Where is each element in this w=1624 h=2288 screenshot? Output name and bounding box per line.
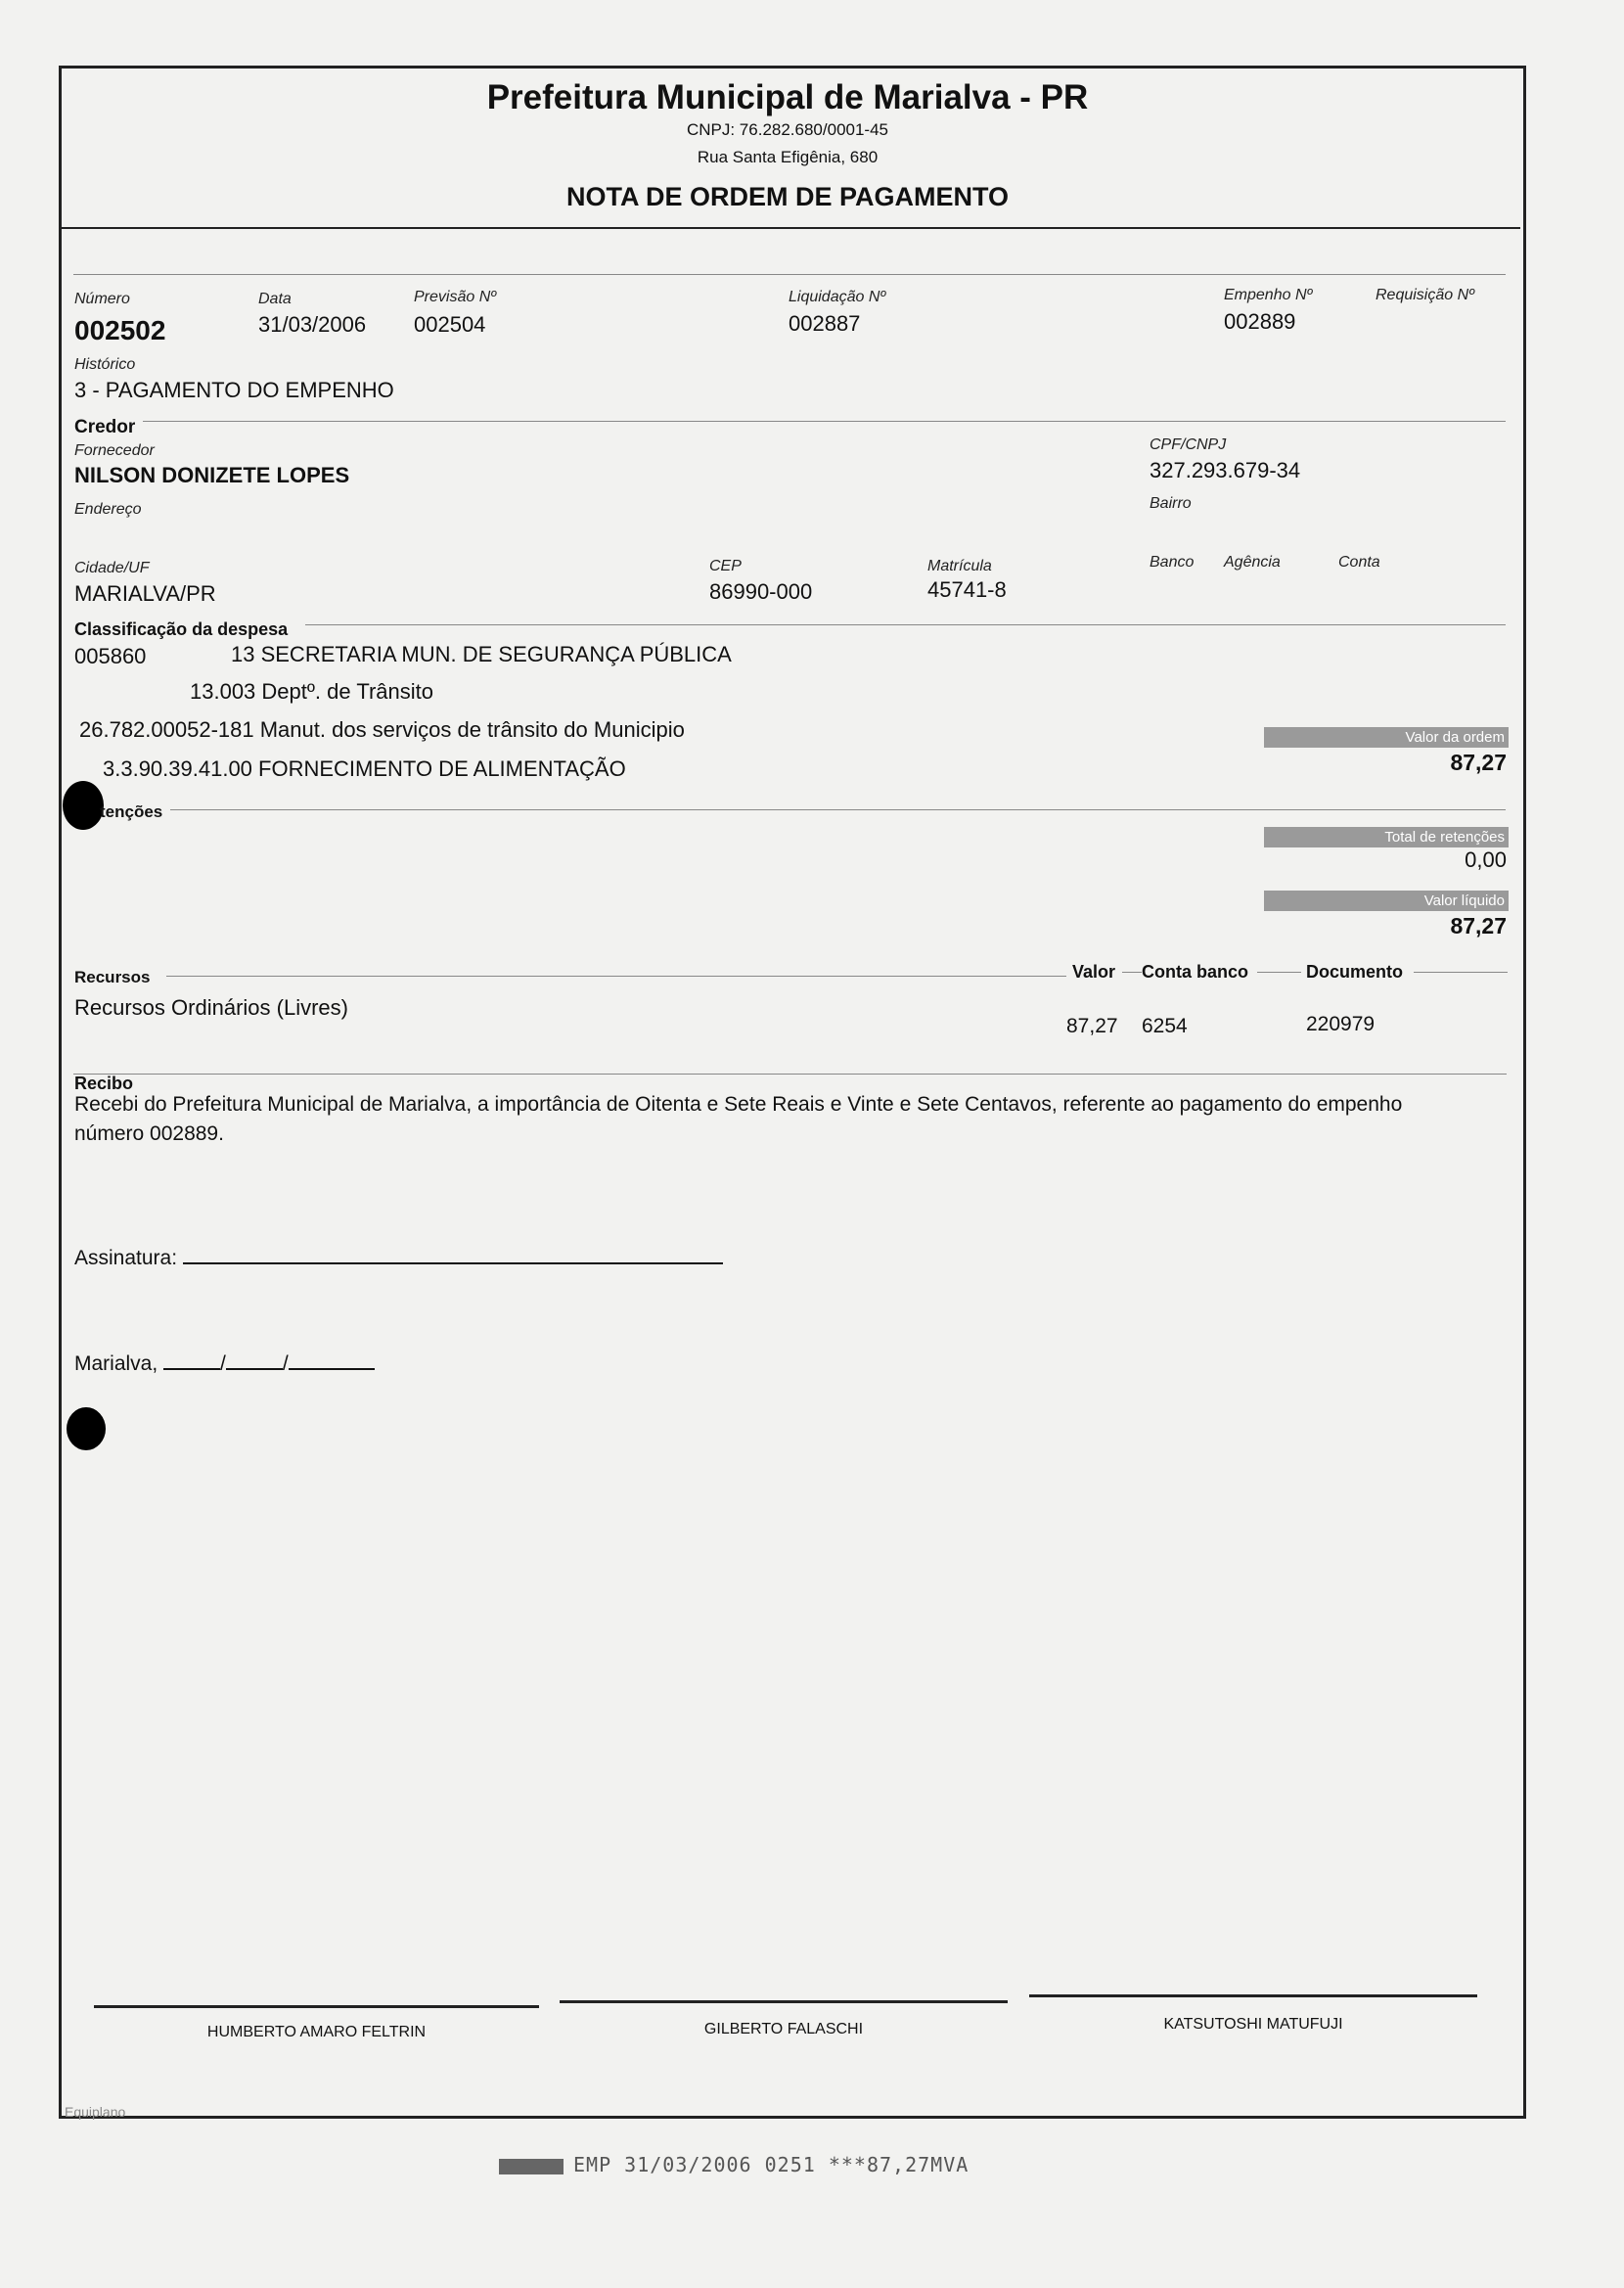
retencoes-rule xyxy=(170,809,1506,810)
assinatura-row xyxy=(74,1245,723,1270)
page-title: Prefeitura Municipal de Marialva - PR xyxy=(486,78,1089,116)
signature-line-3 xyxy=(1029,1994,1477,1997)
signatario-1: HUMBERTO AMARO FELTRIN xyxy=(206,2024,427,2040)
cidade-label: Cidade/UF xyxy=(74,560,150,576)
recursos-bottom-rule xyxy=(73,1074,1507,1075)
classificacao-code: 005860 xyxy=(74,644,147,668)
cep-value: 86990-000 xyxy=(709,579,813,604)
retencoes-section-title: tenções xyxy=(100,802,163,821)
recursos-valor-label: Valor xyxy=(1072,962,1116,982)
data-assinatura-row: Marialva, / / xyxy=(74,1350,375,1376)
recursos-documento-label: Documento xyxy=(1306,962,1403,982)
requisicao-label: Requisição Nº xyxy=(1376,287,1474,303)
header-address: Rua Santa Efigênia, 680 xyxy=(697,148,879,166)
signature-line-2 xyxy=(560,2000,1008,2003)
credor-rule xyxy=(143,421,1506,422)
document-frame xyxy=(59,66,1526,2119)
valor-liquido-value: 87,27 xyxy=(1450,913,1507,938)
credor-section-title: Credor xyxy=(74,417,136,437)
conta-label: Conta xyxy=(1338,554,1380,571)
endereco-label: Endereço xyxy=(74,501,142,518)
historico-value: 3 - PAGAMENTO DO EMPENHO xyxy=(74,378,394,402)
fornecedor-label: Fornecedor xyxy=(74,442,155,459)
recursos-conta: 6254 xyxy=(1142,1015,1188,1037)
data-label: Data xyxy=(258,291,292,307)
valor-liquido-bar: Valor líquido xyxy=(1264,891,1509,911)
ids-top-rule xyxy=(73,274,1506,275)
classificacao-unidade: 13.003 Deptº. de Trânsito xyxy=(190,679,433,704)
matricula-label: Matrícula xyxy=(927,558,992,574)
header-divider xyxy=(61,227,1520,229)
valor-ordem-bar: Valor da ordem xyxy=(1264,727,1509,748)
previsao-value: 002504 xyxy=(414,312,486,337)
banco-label: Banco xyxy=(1150,554,1195,571)
recibo-text-line1: Recebi do Prefeitura Municipal de Marialva, a importância de Oitenta e Sete Reais e Vinte e Sete Centavos, referente ao pagamento do empenho xyxy=(74,1093,1403,1116)
numero-value: 002502 xyxy=(74,315,166,345)
data-value: 31/03/2006 xyxy=(258,312,367,337)
recibo-text-line2: número 002889. xyxy=(74,1122,224,1145)
recursos-descricao: Recursos Ordinários (Livres) xyxy=(74,995,348,1020)
classificacao-section-title: Classificação da despesa xyxy=(74,619,289,639)
agencia-label: Agência xyxy=(1224,554,1281,571)
recursos-documento: 220979 xyxy=(1306,1013,1376,1035)
document-title: NOTA DE ORDEM DE PAGAMENTO xyxy=(565,182,1009,211)
signatario-3: KATSUTOSHI MATUFUJI xyxy=(1163,2016,1343,2033)
matricula-value: 45741-8 xyxy=(927,577,1007,602)
historico-label: Histórico xyxy=(74,356,136,373)
header-cnpj: CNPJ: 76.282.680/0001-45 xyxy=(686,120,889,139)
assinatura-line[interactable] xyxy=(183,1245,723,1264)
payment-stamp xyxy=(499,2153,969,2176)
recursos-conta-label: Conta banco xyxy=(1142,962,1249,982)
cpf-value: 327.293.679-34 xyxy=(1150,458,1301,482)
valor-ordem-value: 87,27 xyxy=(1450,750,1507,775)
software-credit: Equiplano xyxy=(65,2104,126,2120)
signatario-2: GILBERTO FALASCHI xyxy=(703,2021,864,2037)
empenho-label: Empenho Nº xyxy=(1224,287,1313,303)
recursos-valor: 87,27 xyxy=(1066,1015,1118,1037)
cpf-label: CPF/CNPJ xyxy=(1150,436,1227,453)
liquidacao-value: 002887 xyxy=(789,311,861,336)
classificacao-programa: 26.782.00052-181 Manut. dos serviços de trânsito do Municipio xyxy=(79,717,685,742)
previsao-label: Previsão Nº xyxy=(414,289,497,305)
cidade-value: MARIALVA/PR xyxy=(74,581,216,606)
bairro-label: Bairro xyxy=(1150,495,1192,512)
recibo-section-title: Recibo xyxy=(74,1074,134,1093)
liquidacao-label: Liquidação Nº xyxy=(789,289,886,305)
recursos-rule-3 xyxy=(1257,972,1301,973)
punch-hole-top xyxy=(63,781,104,830)
local-label: Marialva, xyxy=(74,1352,158,1375)
signature-line-1 xyxy=(94,2005,539,2008)
dia-blank[interactable] xyxy=(163,1350,220,1370)
recursos-section-title: Recursos xyxy=(74,968,151,986)
fornecedor-value: NILSON DONIZETE LOPES xyxy=(74,463,350,487)
recursos-rule xyxy=(166,976,1066,977)
classificacao-elemento: 3.3.90.39.41.00 FORNECIMENTO DE ALIMENTAÇÃO xyxy=(103,756,626,781)
assinatura-label: Assinatura: xyxy=(74,1247,178,1269)
classificacao-rule xyxy=(305,624,1506,625)
total-retencoes-value: 0,00 xyxy=(1465,847,1507,872)
stamp-text: EMP 31/03/2006 0251 ***87,27MVA xyxy=(573,2153,970,2176)
empenho-value: 002889 xyxy=(1224,309,1296,334)
mes-blank[interactable] xyxy=(226,1350,283,1370)
recursos-rule-2 xyxy=(1122,972,1142,973)
cep-label: CEP xyxy=(709,558,742,574)
punch-hole-bottom xyxy=(67,1407,106,1450)
recursos-rule-4 xyxy=(1414,972,1508,973)
total-retencoes-bar: Total de retenções xyxy=(1264,827,1509,847)
ano-blank[interactable] xyxy=(289,1350,375,1370)
numero-label: Número xyxy=(74,291,130,307)
classificacao-orgao: 13 SECRETARIA MUN. DE SEGURANÇA PÚBLICA xyxy=(231,642,732,666)
stamp-logo-icon xyxy=(499,2159,564,2174)
